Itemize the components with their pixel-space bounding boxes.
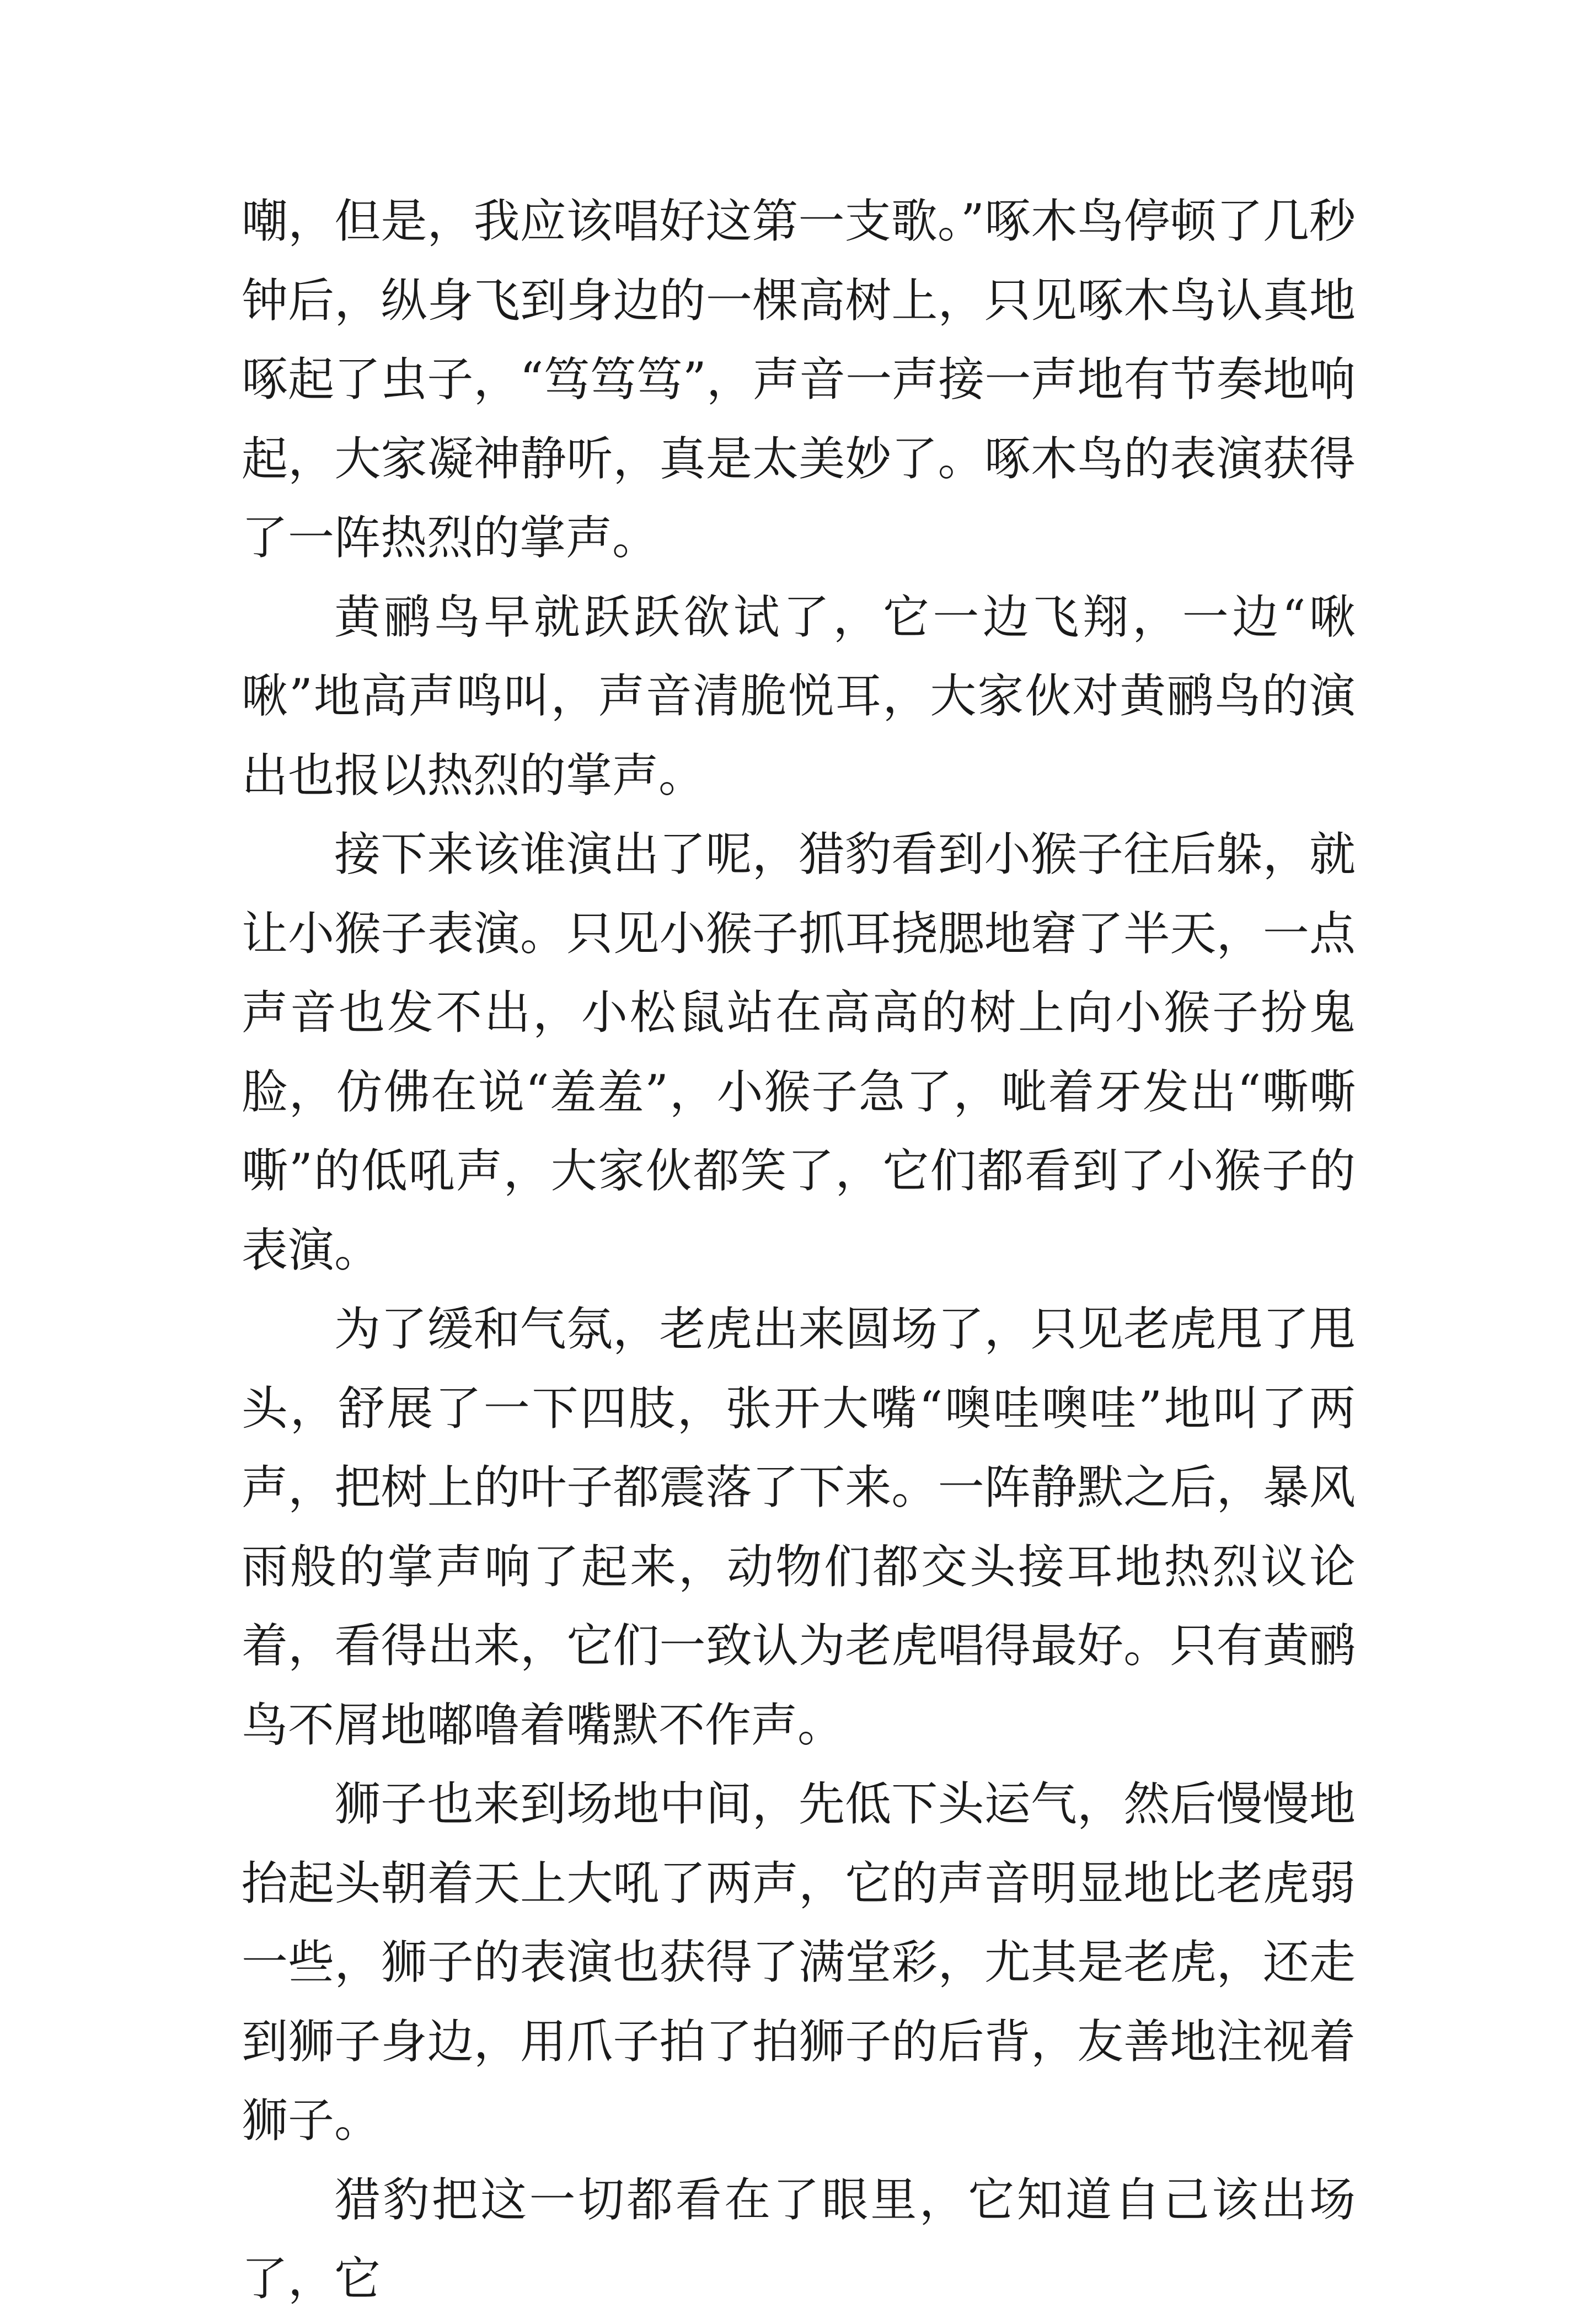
paragraph-1: 嘲，但是，我应该唱好这第一支歌。”啄木鸟停顿了几秒钟后，纵身飞到身边的一棵高树上，只见啄木鸟认真地啄起了虫子，“笃笃笃”，声音一声接一声地有节奏地响起，大家凝神静听，真是太美妙了。啄木鸟的表演获得了一阵热烈的掌声。	[242, 194, 1356, 565]
paragraph-3: 接下来该谁演出了呢，猎豹看到小猴子往后躲，就让小猴子表演。只见小猴子抓耳挠腮地窘了半天，一点声音也发不出，小松鼠站在高高的树上向小猴子扮鬼脸，仿佛在说“羞羞”，小猴子急了，呲着牙发出“嘶嘶嘶”的低吼声，大家伙都笑了，它们都看到了小猴子的表演。	[242, 827, 1356, 1277]
paragraph-6: 猎豹把这一切都看在了眼里，它知道自己该出场了，它	[242, 2172, 1356, 2306]
story-text	[242, 182, 1356, 2319]
paragraph-5: 狮子也来到场地中间，先低下头运气，然后慢慢地抬起头朝着天上大吼了两声，它的声音明显地比老虎弱一些，狮子的表演也获得了满堂彩，尤其是老虎，还走到狮子身边，用爪子拍了拍狮子的后背，友善地注视着狮子。	[242, 1777, 1356, 2147]
paragraph-4: 为了缓和气氛，老虎出来圆场了，只见老虎甩了甩头，舒展了一下四肢，张开大嘴“噢哇噢哇”地叫了两声，把树上的叶子都震落了下来。一阵静默之后，暴风雨般的掌声响了起来，动物们都交头接耳地热烈议论着，看得出来，它们一致认为老虎唱得最好。只有黄鹂鸟不屑地嘟噜着嘴默不作声。	[242, 1302, 1356, 1752]
paragraph-2: 黄鹂鸟早就跃跃欲试了，它一边飞翔，一边“啾啾”地高声鸣叫，声音清脆悦耳，大家伙对黄鹂鸟的演出也报以热烈的掌声。	[242, 590, 1356, 802]
